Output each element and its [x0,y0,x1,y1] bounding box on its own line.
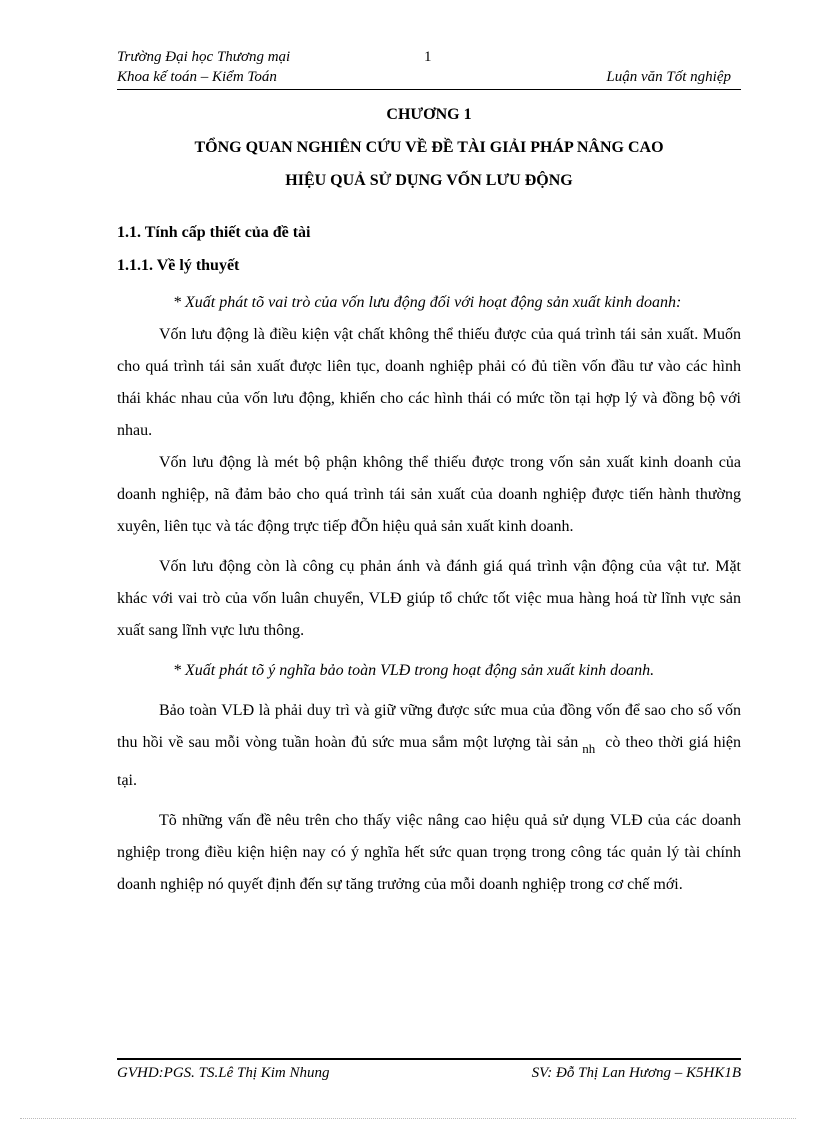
section-heading-1-1: 1.1. Tính cấp thiết của đề tài [117,224,311,241]
body-text [117,287,741,901]
paragraph-6 [117,695,741,797]
paragraph-6-text-a: Bảo toàn VLĐ là phải duy trì và giữ vững được sức mua của đồng vốn để sao cho số vốn thu hồi về sau mỗi vòng tuần hoàn đủ sức mua sắm một lượng tài sản [117,702,741,751]
page-number: 1 [424,49,432,65]
paragraph-4: Vốn lưu động còn là công cụ phản ánh và đánh giá quá trình vận động của vật tư. Mặt khác với vai trò của vốn luân chuyển, VLĐ giúp tổ chức tốt việc mua hàng hoá từ lĩnh vực sản xuất sang lĩnh vực lưu thông. [117,558,741,639]
footer-supervisor: GVHD:PGS. TS.Lê Thị Kim Nhung [117,1065,330,1081]
paragraph-6-text-b: cò theo thời giá hiện tại. [117,734,742,789]
paragraph-5: * Xuất phát tõ ý nghĩa bảo toàn VLĐ trong hoạt động sản xuất kinh doanh. [173,662,655,679]
page-bottom-divider [20,1118,796,1119]
header-rule [117,89,741,90]
footer-student: SV: Đỗ Thị Lan Hương – K5HK1B [531,1065,741,1081]
paragraph-6-subscript: nh [582,741,596,756]
chapter-title-line1: TỔNG QUAN NGHIÊN CỨU VỀ ĐỀ TÀI GIẢI PHÁP NÂNG CAO [194,139,664,156]
footer-rule [117,1058,741,1060]
chapter-label: CHƯƠNG 1 [386,106,472,123]
chapter-title-line2: HIỆU QUẢ SỬ DỤNG VỐN LƯU ĐỘNG [285,172,573,189]
paragraph-1: * Xuất phát tõ vai trò của vốn lưu động đối với hoạt động sản xuất kinh doanh: [173,294,682,311]
header-university: Trường Đại học Thương mại [117,49,291,65]
header-doc-type: Luận văn Tốt nghiệp [606,69,731,85]
paragraph-7: Tõ những vấn đề nêu trên cho thấy việc nâng cao hiệu quả sử dụng VLĐ của các doanh nghiệp trong điều kiện hiện nay có ý nghĩa hết sức quan trọng trong công tác quản lý tài chính doanh nghiệp nó quyết định đến sự tăng trưởng của mỗi doanh nghiệp trong cơ chế mới. [117,812,741,893]
paragraph-3: Vốn lưu động là mét bộ phận không thể thiếu được trong vốn sản xuất kinh doanh của doanh nghiệp, nã đảm bảo cho quá trình tái sản xuất của doanh nghiệp được tiến hành thường xuyên, liên tục và tác động trực tiếp đÕn hiệu quả sản xuất kinh doanh. [117,454,741,535]
header-faculty: Khoa kế toán – Kiểm Toán [117,69,277,85]
section-heading-1-1-1: 1.1.1. Về lý thuyết [117,257,240,274]
paragraph-2: Vốn lưu động là điều kiện vật chất không thể thiếu được của quá trình tái sản xuất. Muốn cho quá trình tái sản xuất được liên tục, doanh nghiệp phải có đủ tiền vốn đầu tư vào các hình thái khác nhau của vốn lưu động, khiến cho các hình thái có mức tồn tại hợp lý và đồng bộ với nhau. [117,326,741,439]
